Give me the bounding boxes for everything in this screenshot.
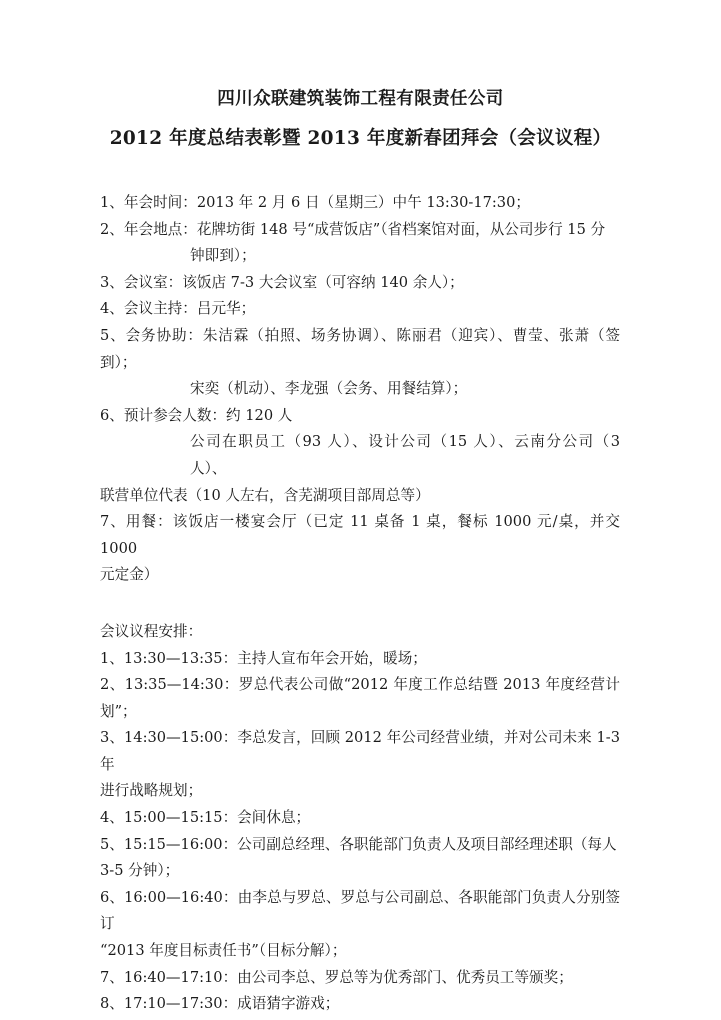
item-7-dining: 7、用餐：该饭店一楼宴会厅（已定 11 桌备 1 桌，餐标 1000 元/桌，并交 1000: [100, 513, 625, 557]
agenda-section: [100, 619, 625, 1018]
agenda-6: 6、16:00—16:40：由李总与罗总、罗总与公司副总、各职能部门负责人分别签订: [100, 888, 620, 933]
agenda-3: 3、14:30—15:00：李总发言，回顾 2012 年公司经营业绩，并对公司未来 1-3 年: [100, 729, 625, 773]
meeting-info-lines: [100, 190, 625, 589]
item-5-assistance-cont: 宋奕（机动）、李龙强（会务、用餐结算）；: [190, 380, 468, 398]
document-title-block: [0, 0, 721, 152]
item-7-dining-cont: 元定金）: [100, 566, 159, 584]
agenda-1: 1、13:30—13:35：主持人宣布年会开始，暖场；: [100, 649, 427, 667]
document-subtitle: 2012 年度总结表彰暨 2013 年度新春团拜会（会议议程）: [109, 128, 612, 149]
item-2-location-cont: 钟即到）；: [190, 247, 256, 265]
section-spacer: [0, 589, 721, 619]
agenda-5-cont: 3-5 分钟）；: [100, 862, 180, 880]
agenda-5: 5、15:15—16:00：公司副总经理、各职能部门负责人及项目部经理述职（每人: [100, 835, 617, 853]
meeting-info-section: [100, 190, 625, 589]
agenda-lines: [100, 646, 625, 1018]
agenda-8: 8、17:10—17:30：成语猜字游戏；: [100, 995, 340, 1013]
agenda-2: 2、13:35—14:30：罗总代表公司做“2012 年度工作总结暨 2013 年度经营计划”；: [100, 676, 620, 720]
item-4-host: 4、会议主持：吕元华；: [100, 300, 256, 318]
title-body-spacer: [0, 152, 721, 190]
item-6-attendance: 6、预计参会人数：约 120 人: [100, 406, 293, 424]
agenda-heading: 会议议程安排：: [100, 622, 203, 640]
item-6-attendance-cont-1: 公司在职员工（93 人）、设计公司（15 人）、云南分公司（3 人）、: [190, 433, 625, 477]
agenda-3-cont: 进行战略规划；: [100, 782, 203, 800]
company-title: 四川众联建筑装饰工程有限责任公司: [217, 89, 504, 109]
agenda-7: 7、16:40—17:10：由公司李总、罗总等为优秀部门、优秀员工等颁奖；: [100, 968, 573, 986]
item-2-location: 2、年会地点：花牌坊街 148 号“成营饭店”（省档案馆对面，从公司步行 15 分: [100, 220, 606, 238]
item-3-meeting-room: 3、会议室：该饭店 7-3 大会议室（可容纳 140 余人）；: [100, 273, 464, 291]
item-6-attendance-cont-2: 联营单位代表（10 人左右，含芜湖项目部周总等）: [100, 486, 430, 504]
agenda-6-cont: “2013 年度目标责任书”（目标分解）；: [100, 942, 347, 960]
item-5-assistance: 5、会务协助：朱洁霖（拍照、场务协调）、陈丽君（迎宾）、曹莹、张萧（签到）；: [100, 326, 620, 371]
agenda-4: 4、15:00—15:15：会间休息；: [100, 809, 311, 827]
item-1-time: 1、年会时间：2013 年 2 月 6 日（星期三）中午 13:30-17:30；: [100, 194, 530, 211]
